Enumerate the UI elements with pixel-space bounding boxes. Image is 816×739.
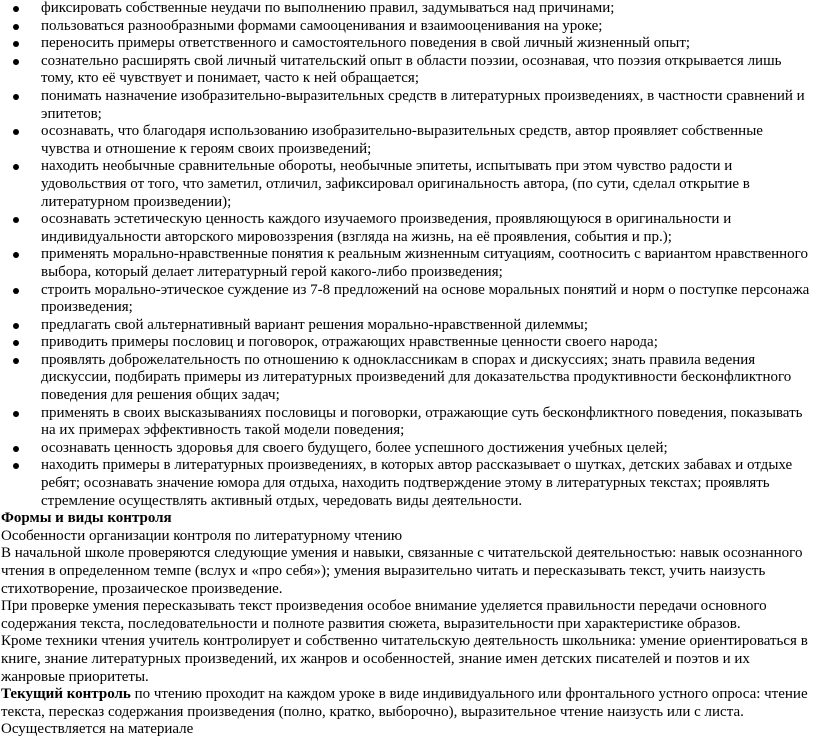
- paragraph: При проверке умения пересказывать текст произведения особое внимание уделяется правильности передачи основного содержания текста, последовательности и полноте развития сюжета, выразительности при характеристике образов.: [1, 598, 767, 632]
- list-item: [0, 158, 816, 211]
- list-item-text: находить необычные сравнительные обороты, необычные эпитеты, испытывать при этом чувство радости и удовольствия от того, что заметил, отличил, зафиксировал оригинальность автора, (по сути, сделал открытие в литературном произведении);: [41, 158, 750, 210]
- list-item: [0, 35, 816, 53]
- list-item: [0, 88, 816, 123]
- paragraph: Кроме техники чтения учитель контролирует и собственно читательскую деятельность школьника: умение ориентироваться в книге, знание литературных произведений, их жанров и особенностей, знание имен детских писателей и поэтов и их жанровые приоритеты.: [1, 633, 808, 685]
- list-item-text: осознавать ценность здоровья для своего будущего, более успешного достижения учебных целей;: [41, 439, 668, 456]
- current-control-term: Текущий контроль: [1, 686, 131, 703]
- bullet-icon: [13, 288, 19, 294]
- bullet-icon: [13, 411, 19, 417]
- list-item: [0, 457, 816, 510]
- bullet-icon: [13, 217, 19, 223]
- list-item-text: фиксировать собственные неудачи по выполнению правил, задумываться над причинами;: [41, 0, 615, 16]
- list-item-text: применять в своих высказываниях пословицы и поговорки, отражающие суть бесконфликтного поведения, показывать на их примерах эффективность такой модели поведения;: [41, 404, 803, 439]
- list-item-text: строить морально-этическое суждение из 7-8 предложений на основе моральных понятий и норм о поступке персонажа произведения;: [41, 281, 810, 316]
- list-item-text: приводить примеры пословиц и поговорок, отражающих нравственные ценности своего народа;: [41, 334, 658, 351]
- bullet-icon: [13, 358, 19, 364]
- list-item: [0, 405, 816, 440]
- list-item: [0, 440, 816, 458]
- bullet-icon: [13, 6, 19, 12]
- list-item-text: понимать назначение изобразительно-выразительных средств в литературных произведениях, в частности сравнений и эпитетов;: [41, 87, 805, 122]
- list-item: [0, 317, 816, 335]
- bullet-icon: [13, 41, 19, 47]
- list-item-text: осознавать, что благодаря использованию изобразительно-выразительных средств, автор проявляет собственные чувства и отношение к героям своих произведений;: [41, 123, 763, 157]
- bullet-icon: [13, 164, 19, 170]
- bullet-icon: [13, 463, 19, 469]
- list-item: [0, 53, 816, 88]
- bullet-icon: [13, 323, 19, 329]
- bullet-icon: [13, 129, 19, 135]
- bullet-icon: [13, 24, 19, 30]
- list-item-text: сознательно расширять свой личный читательский опыт в области поэзии, осознавая, что поэзия открывается лишь тому, кто её чувствует и понимает, часто к ней обращается;: [41, 52, 782, 87]
- bullet-icon: [13, 446, 19, 452]
- bullet-icon: [13, 94, 19, 100]
- section-heading: Формы и виды контроля: [1, 510, 172, 527]
- bullet-icon: [13, 59, 19, 65]
- list-item-text: проявлять доброжелательность по отношению к одноклассникам в спорах и дискуссиях; знать правила ведения дискуссии, подбирать примеры из литературных произведений для доказательства продуктивности бесконфликтного поведения для решения общих задач;: [41, 351, 792, 404]
- bullet-icon: [13, 340, 19, 346]
- list-item-text: предлагать свой альтернативный вариант решения морально-нравственной дилеммы;: [41, 316, 589, 333]
- list-item-text: осознавать эстетическую ценность каждого изучаемого произведения, проявляющуюся в оригинальности и индивидуальности авторского мировоззрения (взгляда на жизнь, на её проявления, события и пр.);: [41, 211, 732, 245]
- list-item-text: находить примеры в литературных произведениях, в которых автор рассказывает о шутках, детских забавах и отдыхе ребят; осознавать значение юмора для отдыха, находить подтверждение этому в литературных текстах; проявлять стремление осуществлять активный отдых, чередовать виды деятельности.: [41, 457, 793, 509]
- bullet-icon: [13, 252, 19, 258]
- subheading: Особенности организации контроля по литературному чтению: [1, 527, 403, 544]
- paragraph: [0, 686, 816, 739]
- list-item: [0, 282, 816, 317]
- list-item: [0, 18, 816, 36]
- list-item: [0, 0, 816, 18]
- list-item: [0, 123, 816, 158]
- list-item-text: применять морально-нравственные понятия к реальным жизненным ситуациям, соотносить с вариантом нравственного выбора, который делает литературный герой какого-либо произведения;: [41, 246, 808, 280]
- list-item: [0, 334, 816, 352]
- list-item-text: пользоваться разнообразными формами самооценивания и взаимооценивания на уроке;: [41, 17, 603, 34]
- list-item: [0, 211, 816, 246]
- list-item-text: переносить примеры ответственного и самостоятельного поведения в свой личный жизненный опыт;: [41, 35, 691, 52]
- list-item: [0, 246, 816, 281]
- paragraph-text: по чтению проходит на каждом уроке в виде индивидуального или фронтального устного опроса: чтение текста, пересказ содержания произведения (полно, кратко, выборочно), выразительное чтение наизусть или с листа. Осуществляется на материале: [1, 686, 808, 738]
- paragraph: В начальной школе проверяются следующие умения и навыки, связанные с читательской деятельностью: навык осознанного чтения в определенном темпе (вслух и «про себя»); умения выразительно читать и пересказывать текст, учить наизусть стихотворение, прозаическое произведение.: [1, 545, 803, 597]
- list-item: [0, 352, 816, 405]
